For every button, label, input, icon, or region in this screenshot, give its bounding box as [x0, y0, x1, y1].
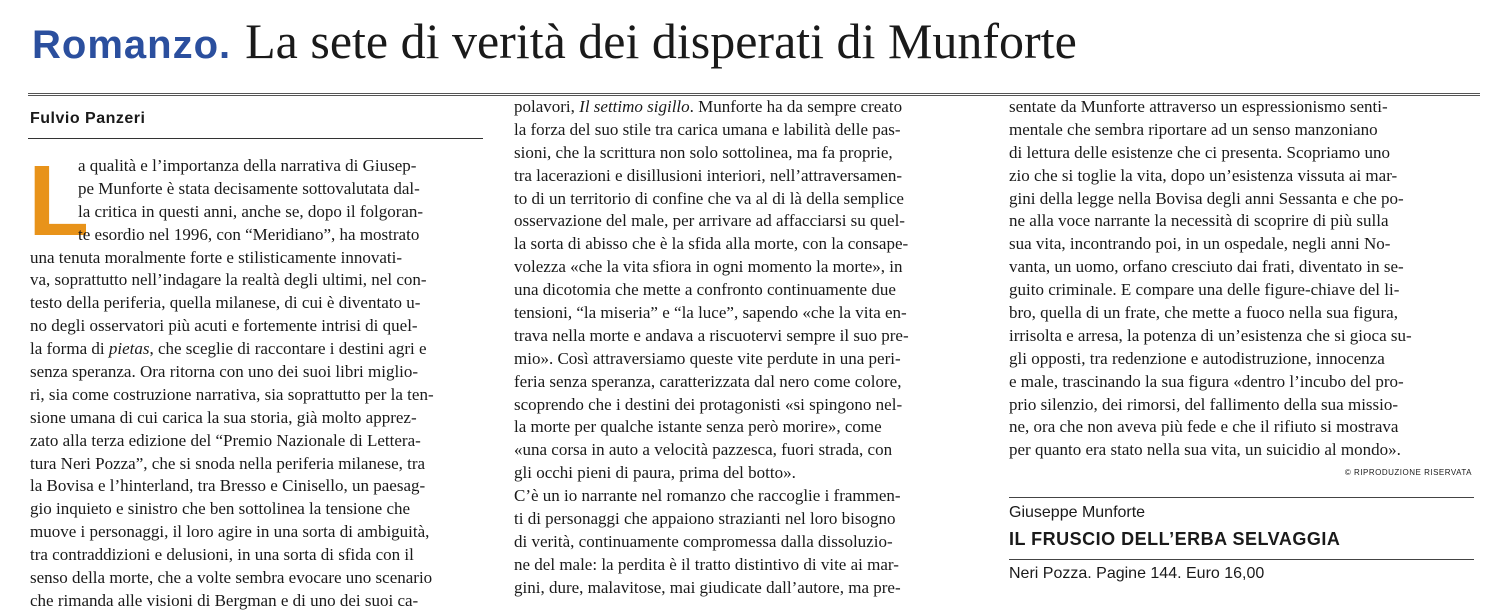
text-line: vanta, un uomo, orfano cresciuto dai frati, diventato in se- — [1009, 257, 1404, 277]
text-line: ne alla voce narrante la necessità di scoprire di più sulla — [1009, 211, 1389, 231]
text-line: una dicotomia che mette a confronto continuamente due — [514, 280, 896, 300]
text-line: trava nella morte e andava a riscuotervi sempre il suo pre- — [514, 325, 909, 345]
text-line: volezza «che la vita sfiora in ogni momento la morte», in — [514, 257, 903, 277]
text-line: sioni, che la scrittura non solo sottolinea, ma fa proprie, — [514, 142, 893, 162]
text-line: polavori, Il settimo sigillo. Munforte ha da sempre creato — [514, 97, 903, 116]
text-line: sentate da Munforte attraverso un espressionismo senti- — [1009, 97, 1388, 116]
text-line: mio». Così attraversiamo queste vite perdute in una peri- — [514, 348, 901, 368]
text-line: no degli osservatori più acuti e fortemente intrisi di quel- — [30, 316, 418, 336]
text-line: sua vita, incontrando poi, in un ospedale, negli anni No- — [1009, 234, 1391, 254]
column-3 — [1009, 96, 1474, 462]
book-publisher: Neri Pozza. Pagine 144. Euro 16,00 — [1009, 565, 1265, 582]
text-line: bro, quella di un frate, che mette a fuoco nella sua figura, — [1009, 303, 1398, 323]
text-line: pe Munforte è stata decisamente sottovalutata dal- — [78, 178, 420, 198]
text-line: tra contraddizioni e delusioni, in una sorta di sfida con il — [30, 545, 414, 565]
text-line: to di un territorio di confine che va al di là della semplice — [514, 188, 904, 208]
text-line: tra lacerazioni e disillusioni interiori, nell’attraversamen- — [514, 165, 903, 185]
text-line: ne del male: la perdita è il tratto distintivo di vite ai mar- — [514, 554, 899, 574]
byline-rule — [28, 138, 483, 139]
text-line: muove i personaggi, il loro agire in una sorta di ambiguità, — [30, 522, 430, 542]
text-line: la forma di pietas, che sceglie di raccontare i destini agri e — [30, 339, 427, 359]
text-line: te esordio nel 1996, con “Meridiano”, ha mostrato — [78, 224, 420, 244]
text-line: feria senza speranza, caratterizzata dal nero come colore, — [514, 371, 902, 391]
text-line: osservazione del male, per arrivare ad affacciarsi su quel- — [514, 211, 905, 231]
text-line: va, soprattutto nell’indagare la realtà degli ultimi, nel con- — [30, 270, 427, 290]
text-line: sione umana di cui carica la sua storia, già molto apprez- — [30, 407, 417, 427]
text-line: prio silenzio, dei rimorsi, del fallimento della sua missio- — [1009, 394, 1399, 414]
headline — [32, 12, 1077, 80]
text-line: senza speranza. Ora ritorna con uno dei suoi libri miglio- — [30, 362, 419, 382]
text-line: mentale che sembra riportare ad un senso manzoniano — [1009, 119, 1378, 139]
text-line: la sorta di abisso che è la sfida alla morte, con la consape- — [514, 234, 909, 254]
text-line: zio che si toglie la vita, dopo un’esistenza vissuta ai mar- — [1009, 165, 1398, 185]
text-line: senso della morte, che a volte sembra evocare uno scenario — [30, 568, 433, 588]
dropcap-letter: L — [28, 145, 90, 257]
text-line: C’è un io narrante nel romanzo che raccoglie i frammen- — [514, 486, 901, 506]
text-line: la Bovisa e l’hinterland, tra Bresso e Cinisello, un paesag- — [30, 476, 426, 496]
column-2 — [514, 96, 979, 600]
book-author: Giuseppe Munforte — [1009, 504, 1146, 521]
book-box-rule — [1009, 497, 1474, 498]
byline: Fulvio Panzeri — [30, 110, 146, 127]
book-box-rule — [1009, 559, 1474, 560]
text-line: la forza del suo stile tra carica umana e labilità delle pas- — [514, 119, 901, 139]
text-line: tensioni, “la miseria” e “la luce”, sapendo «che la vita en- — [514, 303, 907, 323]
text-line: gli opposti, tra redenzione e autodistruzione, innocenza — [1009, 348, 1385, 368]
text-line: zato alla terza edizione del “Premio Nazionale di Lettera- — [30, 430, 421, 450]
text-line: a qualità e l’importanza della narrativa di Giusep- — [78, 156, 417, 175]
text-line: gio inquieto e sinistro che ben sottolinea la tensione che — [30, 499, 411, 519]
column-1 — [30, 155, 485, 613]
text-line: gini, dure, malavitose, mai giudicate dall’autore, ma pre- — [514, 577, 901, 597]
text-line: e male, trascinando la sua figura «dentro l’incubo del pro- — [1009, 371, 1404, 391]
text-line: irrisolta e arresa, la potenza di un’esistenza che si gioca su- — [1009, 325, 1412, 345]
text-line: ne, ora che non aveva più fede e che il rifiuto si mostrava — [1009, 417, 1399, 437]
copyright-notice: © RIPRODUZIONE RISERVATA — [1344, 468, 1472, 477]
text-line: di verità, continuamente compromessa dalla dissoluzio- — [514, 531, 893, 551]
text-line: «una corsa in auto a velocità pazzesca, fuori strada, con — [514, 440, 893, 460]
article-title: La sete di verità dei disperati di Munforte — [245, 13, 1077, 69]
text-line: gli occhi pieni di paura, prima del botto». — [514, 463, 796, 483]
text-line: di lettura delle esistenze che ci presenta. Scopriamo uno — [1009, 142, 1390, 162]
text-line: la morte per qualche istante senza però morire», come — [514, 417, 882, 437]
text-line: una tenuta moralmente forte e stilisticamente innovati- — [30, 247, 402, 267]
text-line: scoprendo che i destini dei protagonisti «si spingono nel- — [514, 394, 903, 414]
book-title: IL FRUSCIO DELL’ERBA SELVAGGIA — [1009, 529, 1341, 549]
text-line: gini della legge nella Bovisa degli anni Sessanta e che po- — [1009, 188, 1404, 208]
text-line: la critica in questi anni, anche se, dopo il folgoran- — [78, 201, 424, 221]
text-line: ri, sia come costruzione narrativa, sia soprattutto per la ten- — [30, 384, 434, 404]
text-line: testo della periferia, quella milanese, di cui è diventato u- — [30, 293, 421, 313]
text-line: tura Neri Pozza”, che si snoda nella periferia milanese, tra — [30, 453, 426, 473]
book-info-box — [1009, 497, 1474, 597]
text-line: che rimanda alle visioni di Bergman e di uno dei suoi ca- — [30, 590, 419, 610]
kicker: Romanzo. — [32, 23, 232, 67]
text-line: ti di personaggi che appaiono strazianti nel loro bisogno — [514, 509, 896, 529]
text-line: guito criminale. E compare una delle figure-chiave del li- — [1009, 280, 1400, 300]
text-line: per quanto era stato nella sua vita, un suicidio al mondo». — [1009, 440, 1401, 460]
